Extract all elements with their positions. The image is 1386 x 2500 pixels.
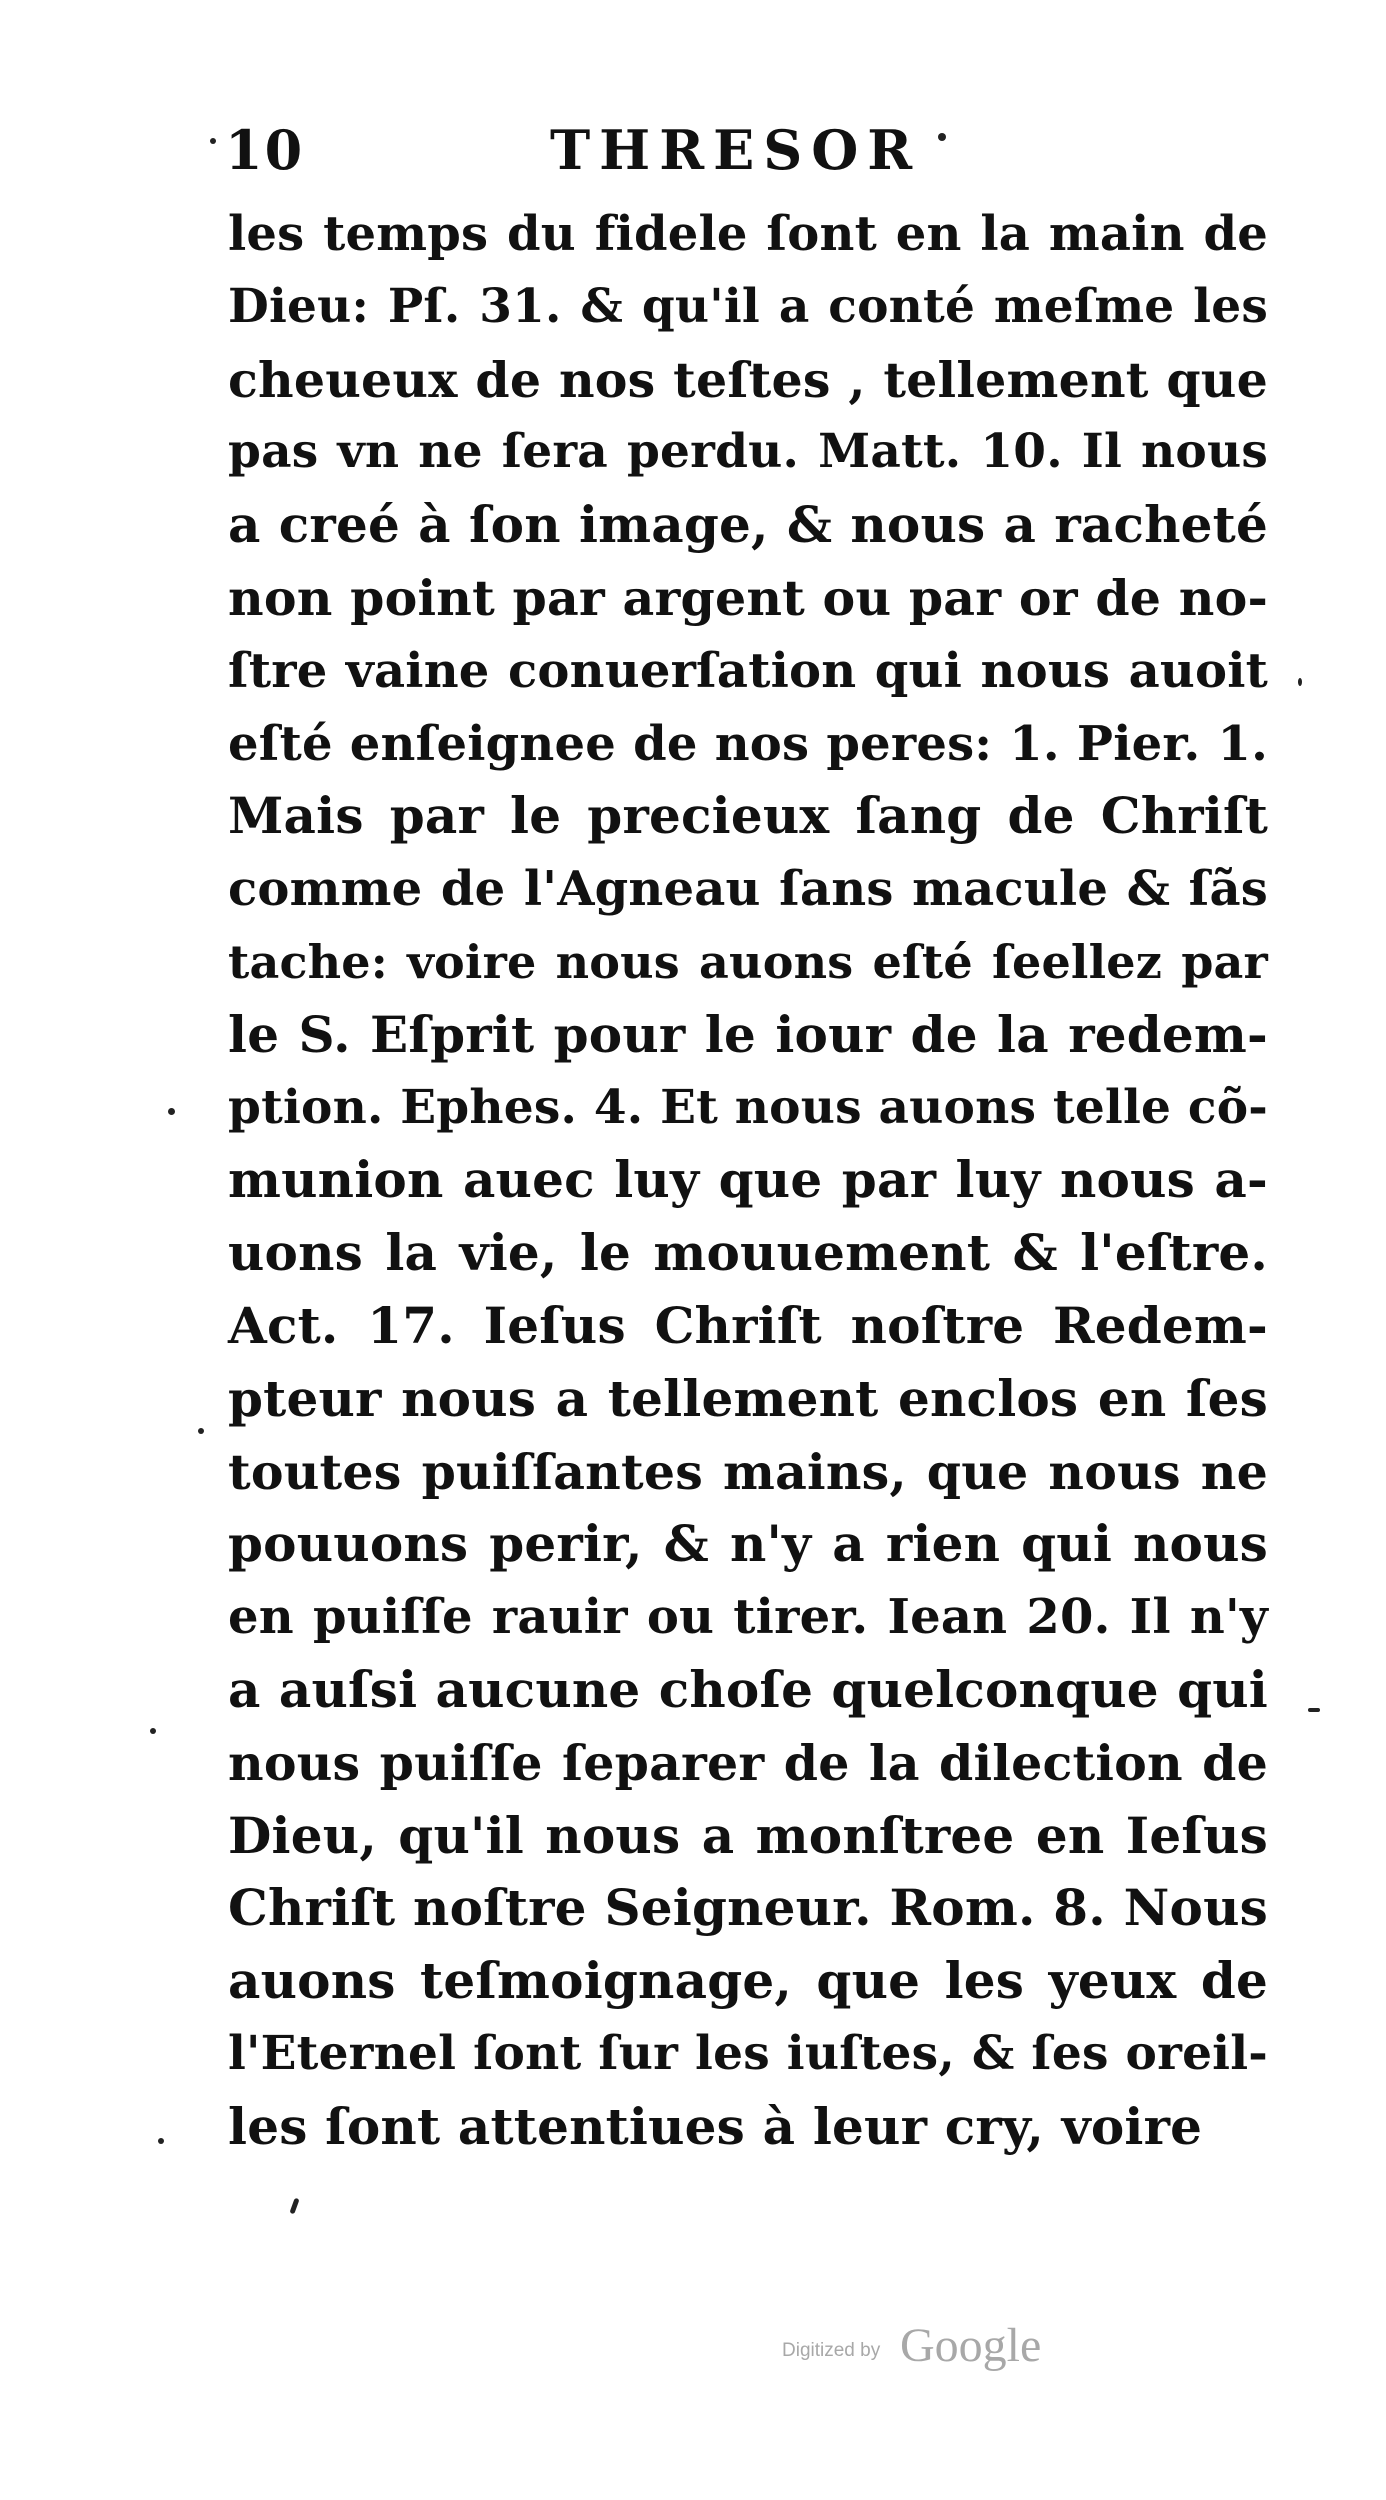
text-line: tache: voire nous auons eſté ſeellez par [228,934,1268,989]
text-line: Dieu: Pſ. 31. & qu'il a conté meſme les [228,278,1268,334]
running-title: THRESOR [550,118,922,182]
watermark-small-text: Digitized by [782,2340,881,2361]
text-line: uons la vie, le mouuement & l'eſtre. [228,1223,1268,1283]
scan-speck [1308,1708,1320,1712]
text-line: pas vn ne ſera perdu. Matt. 10. Il nous [228,424,1268,480]
text-line: Mais par le precieux ſang de Chriſt [228,786,1268,846]
text-line: eſté enſeignee de nos peres: 1. Pier. 1. [228,715,1268,772]
text-line: ption. Ephes. 4. Et nous auons telle cõ- [228,1079,1268,1135]
page-header [205,118,1205,198]
text-line: munion auec luy que par luy nous a- [228,1150,1268,1210]
page-number: 10 [225,118,305,182]
text-line: a auſsi aucune choſe quelconque qui [228,1659,1268,1719]
scan-speck [168,1108,175,1115]
scan-speck [1298,678,1302,686]
text-line: l'Eternel ſont ſur les iuſtes, & ſes oreil- [228,2025,1268,2081]
scan-speck [210,138,216,144]
text-line: a creé à ſon image, & nous a racheté [228,495,1268,555]
text-line: Dieu, qu'il nous a monſtree en Ieſus [228,1805,1268,1865]
text-line: les temps du fidele ſont en la main de [228,206,1268,262]
scan-speck [198,1428,204,1434]
watermark-logo-text: Google [900,2319,1042,2372]
text-line: comme de l'Agneau ſans macule & ſãs [228,861,1268,918]
text-line: en puiſſe rauir ou tirer. Iean 20. Il n'y [228,1589,1268,1646]
text-line: Chriſt noſtre Seigneur. Rom. 8. Nous [228,1878,1268,1938]
scan-speck [150,1728,156,1734]
text-line: nous puiſſe ſeparer de la dilection de [228,1733,1268,1792]
text-line: auons teſmoignage, que les yeux de [228,1951,1268,2011]
text-line: ſtre vaine conuerſation qui nous auoit [228,642,1268,699]
digitized-watermark [782,2318,1082,2378]
text-line: toutes puiſſantes mains, que nous ne [228,1442,1268,1501]
scan-speck [938,133,946,141]
scan-speck [289,2198,299,2215]
text-line: Act. 17. Ieſus Chriſt noſtre Redem- [228,1295,1268,1355]
text-line: cheueux de nos teſtes , tellement que [228,350,1268,409]
scan-speck [158,2138,164,2144]
text-line: non point par argent ou par or de no- [228,568,1268,627]
text-line: les ſont attentiues à leur cry, voire [228,2096,1203,2156]
text-line: pouuons perir, & n'y a rien qui nous [228,1514,1268,1574]
body-text [228,198,1268,2164]
text-line: pteur nous a tellement enclos en ſes [228,1368,1268,1428]
text-line: le S. Eſprit pour le iour de la redem- [228,1004,1268,1064]
